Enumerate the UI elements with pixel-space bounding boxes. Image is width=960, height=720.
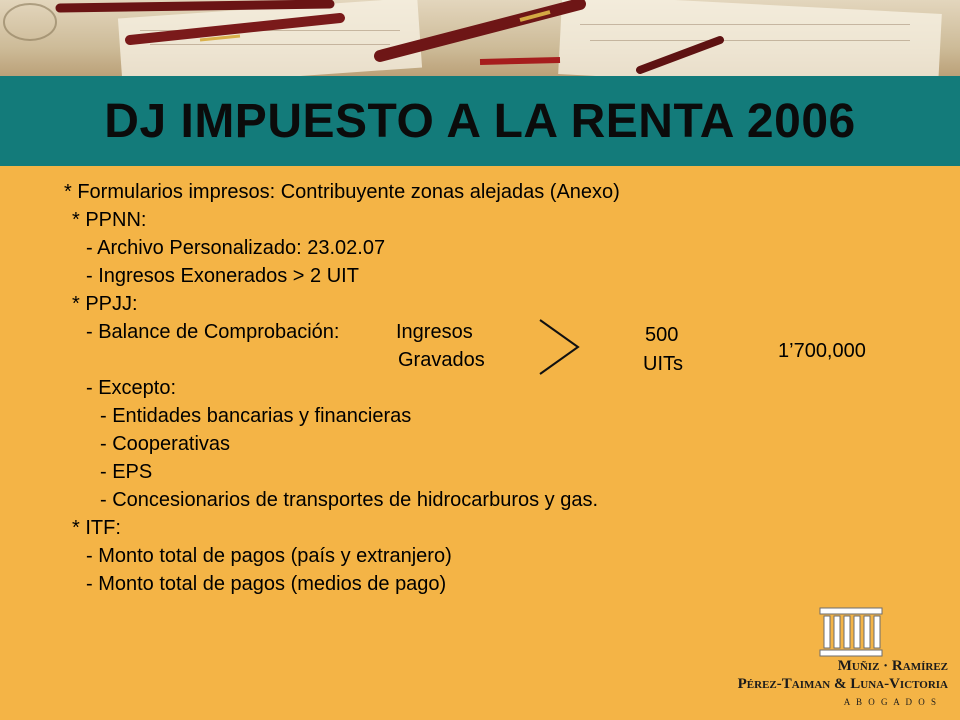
ppnn-heading: * PPNN:	[72, 209, 147, 231]
formularios-line: * Formularios impresos: Contribuyente zonas alejadas (Anexo)	[64, 181, 620, 203]
pen-image	[0, 0, 960, 80]
exception-item: - Concesionarios de transportes de hidrocarburos y gas.	[100, 489, 599, 511]
amount-value: 1’700,000	[778, 340, 866, 362]
balance-line: - Balance de Comprobación:	[86, 321, 340, 343]
uits-unit: UITs	[643, 353, 683, 375]
itf-heading: * ITF:	[72, 517, 121, 539]
archivo-line: - Archivo Personalizado: 23.02.07	[86, 237, 386, 259]
itf-item: - Monto total de pagos (país y extranjero)	[86, 545, 452, 567]
firm-subtitle: A B O G A D O S	[843, 697, 938, 707]
firm-logo	[737, 604, 960, 720]
excepto-line: - Excepto:	[86, 377, 177, 399]
uits-value: 500	[645, 324, 679, 346]
itf-item: - Monto total de pagos (medios de pago)	[86, 573, 447, 595]
exception-item: - Entidades bancarias y financieras	[100, 405, 412, 427]
ingresos-label: Ingresos	[396, 321, 473, 343]
ppjj-heading: * PPJJ:	[72, 293, 138, 315]
header-photo	[0, 0, 960, 80]
ingresos-exonerados-line: - Ingresos Exonerados > 2 UIT	[86, 265, 359, 287]
exception-item: - Cooperativas	[100, 433, 231, 455]
slide-title: DJ IMPUESTO A LA RENTA 2006	[104, 95, 856, 148]
columns-logo-icon	[818, 606, 884, 658]
title-bar	[0, 76, 960, 166]
firm-name-line1: Muñiz · Ramírez	[837, 658, 948, 674]
firm-name-line2: Pérez-Taiman & Luna-Victoria	[737, 676, 948, 692]
gravados-label: Gravados	[398, 349, 485, 371]
exception-item: - EPS	[100, 461, 153, 483]
chevron-right-icon	[538, 318, 580, 376]
